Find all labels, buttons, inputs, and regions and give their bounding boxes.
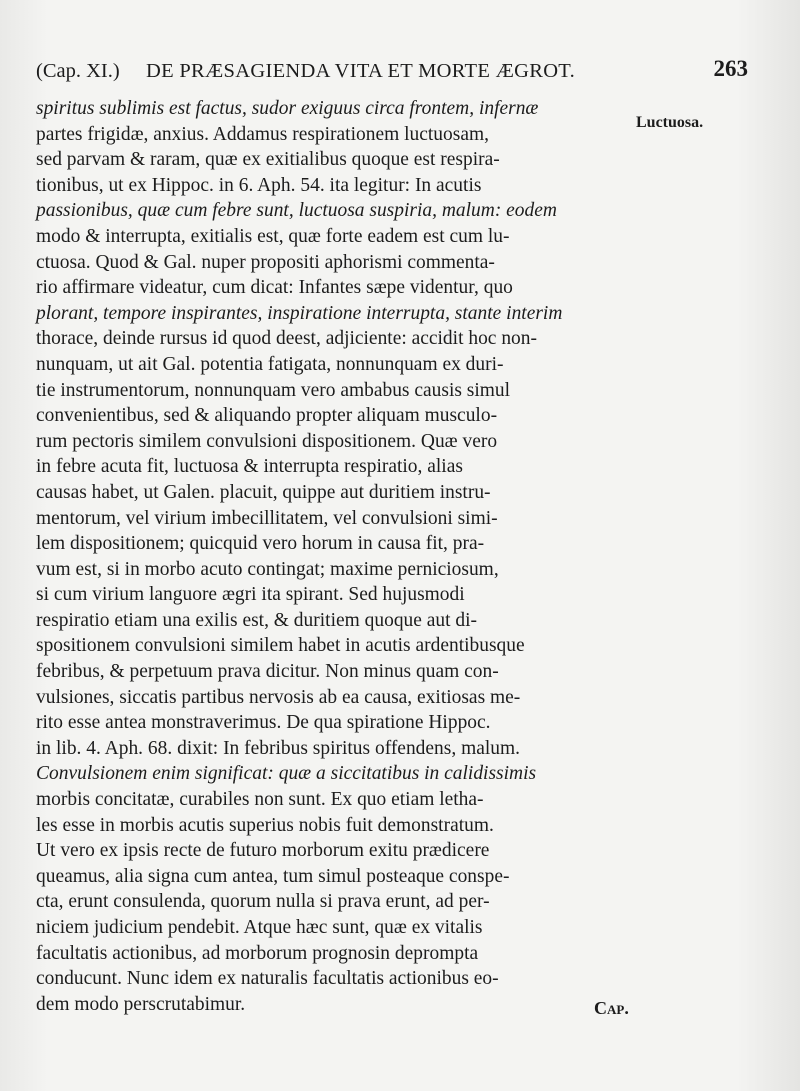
text-line: si cum virium languore ægri ita spirant. Sed hujusmodi (36, 584, 465, 606)
text-line: tionibus, ut ex Hippoc. in 6. Aph. 54. ita legitur: In acutis (36, 174, 482, 196)
text-line: partes frigidæ, anxius. Addamus respirationem luctuosam, (36, 123, 489, 145)
text-line: nunquam, ut ait Gal. potentia fatigata, nonnunquam ex duri- (36, 353, 504, 375)
text-line: in febre acuta fit, luctuosa & interrupta respiratio, alias (36, 456, 463, 478)
text-line: mentorum, vel virium imbecillitatem, vel convulsioni simi- (36, 507, 498, 529)
text-line: les esse in morbis acutis superius nobis fuit demonstratum. (36, 814, 494, 836)
text-line: spositionem convulsioni similem habet in acutis ardentibusque (36, 635, 525, 657)
text-line: rio affirmare videatur, cum dicat: Infantes sæpe videntur, quo (36, 277, 513, 299)
text-line: modo & interrupta, exitialis est, quæ forte eadem est cum lu- (36, 225, 510, 247)
text-line: febribus, & perpetuum prava dicitur. Non minus quam con- (36, 661, 499, 683)
margin-note: Luctuosa. (636, 114, 704, 131)
text-line: queamus, alia signa cum antea, tum simul posteaque conspe- (36, 865, 510, 887)
body-text (36, 96, 636, 1017)
text-line: vulsiones, siccatis partibus nervosis ab ea causa, exitiosas me- (36, 686, 521, 708)
text-line: respiratio etiam una exilis est, & duritiem quoque aut di- (36, 609, 478, 631)
text-line: thorace, deinde rursus id quod deest, adjiciente: accidit hoc non- (36, 328, 537, 350)
text-line: sed parvam & raram, quæ ex exitialibus quoque est respira- (36, 149, 500, 171)
text-line: lem dispositionem; quicquid vero horum in causa fit, pra- (36, 533, 485, 555)
text-line: plorant, tempore inspirantes, inspiratione interrupta, stante interim (36, 302, 563, 324)
text-line: facultatis actionibus, ad morborum prognosin deprompta (36, 942, 479, 964)
text-line: cta, erunt consulenda, quorum nulla si prava erunt, ad per- (36, 891, 490, 913)
text-line: tie instrumentorum, nonnunquam vero ambabus causis simul (36, 379, 511, 401)
text-line: Convulsionem enim significat: quæ a siccitatibus in calidissimis (36, 763, 537, 785)
text-line: conducunt. Nunc idem ex naturalis facultatis actionibus eo- (36, 968, 499, 990)
running-title: DE PRÆSAGIENDA VITA ET MORTE ÆGROT. (146, 60, 576, 82)
text-line: passionibus, quæ cum febre sunt, luctuosa suspiria, malum: eodem (36, 200, 557, 222)
text-line: in lib. 4. Aph. 68. dixit: In febribus spiritus offendens, malum. (36, 737, 521, 759)
text-line: morbis concitatæ, curabiles non sunt. Ex quo etiam letha- (36, 789, 484, 811)
text-line: rito esse antea monstraverimus. De qua spiratione Hippoc. (36, 712, 491, 734)
text-line: dem modo perscrutabimur. (36, 993, 246, 1015)
text-line: ctuosa. Quod & Gal. nuper propositi aphorismi commenta- (36, 251, 495, 273)
text-line: convenientibus, sed & aliquando propter aliquam musculo- (36, 405, 498, 427)
text-line: rum pectoris similem convulsioni dispositionem. Quæ vero (36, 430, 498, 452)
running-header (36, 56, 748, 90)
text-line: causas habet, ut Galen. placuit, quippe aut duritiem instru- (36, 481, 491, 503)
chapter-label: (Cap. XI.) (36, 60, 120, 82)
page-number: 263 (713, 56, 748, 81)
text-line: niciem judicium pendebit. Atque hæc sunt, quæ ex vitalis (36, 917, 483, 938)
text-line: vum est, si in morbo acuto contingat; maxime perniciosum, (36, 558, 499, 580)
text-line: spiritus sublimis est factus, sudor exiguus circa frontem, infernæ (36, 98, 539, 119)
catchword: Cap. (594, 998, 629, 1018)
text-line: Ut vero ex ipsis recte de futuro morborum exitu prædicere (36, 840, 490, 862)
